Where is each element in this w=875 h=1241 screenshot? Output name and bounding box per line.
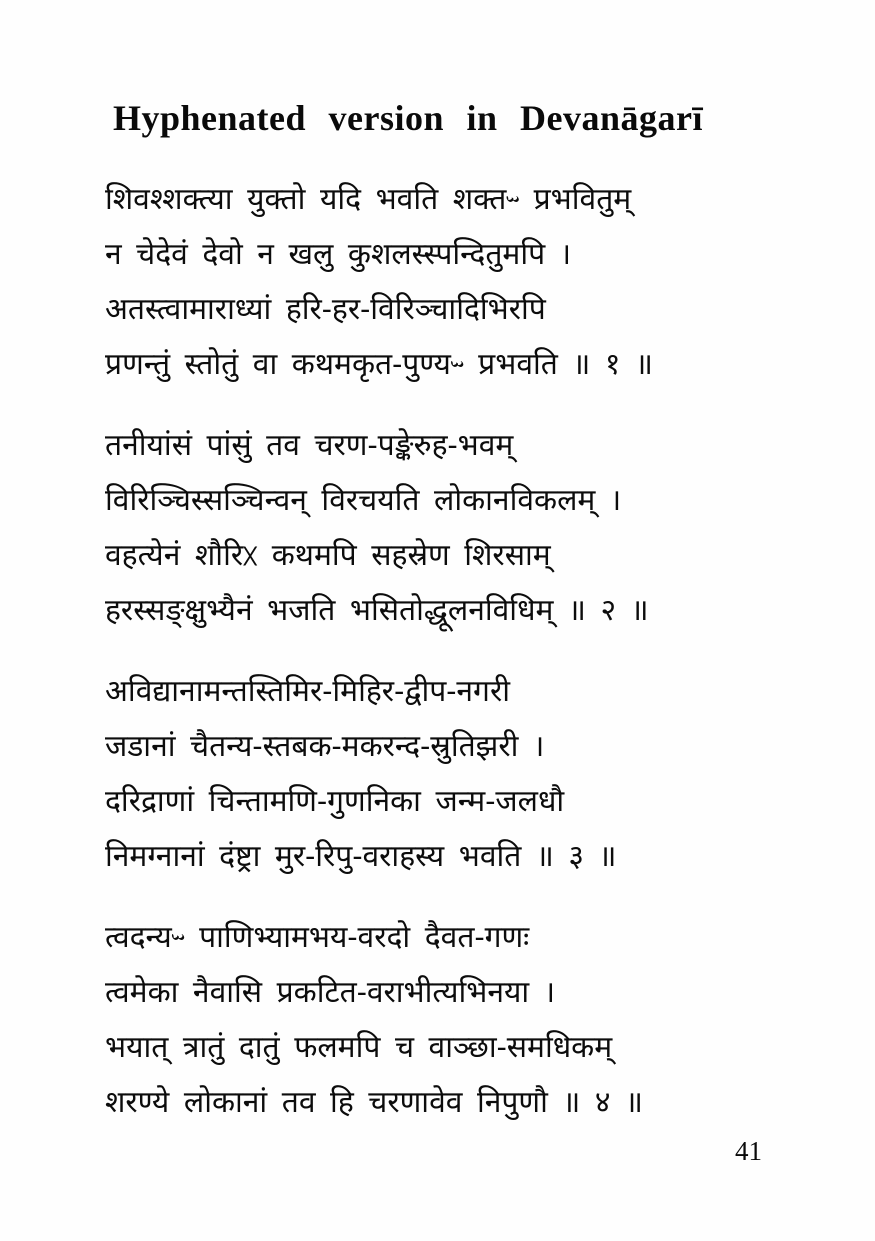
page-title: Hyphenated version in Devanāgarī (113, 98, 704, 138)
verse-4-line-4: शरण्ये लोकानां तव हि चरणावेव निपुणौ ॥ ४ ॥ (105, 1085, 644, 1120)
verse-3-line-2: जडानां चैतन्य-स्तबक-मकरन्द-स्रुतिझरी । (105, 729, 545, 764)
verse-3 (105, 664, 875, 884)
verse-2 (105, 418, 875, 638)
verse-container (105, 172, 875, 1130)
verse-1 (105, 172, 875, 392)
verse-4-line-3: भयात् त्रातुं दातुं फलमपि च वाञ्छा-समधिकम् (105, 1030, 613, 1065)
verse-2-line-1: तनीयांसं पांसुं तव चरण-पङ्केरुह-भवम् (105, 428, 514, 463)
page-number: 41 (735, 1136, 762, 1166)
verse-3-line-1: अविद्यानामन्तस्तिमिर-मिहिर-द्वीप-नगरी (105, 674, 510, 709)
verse-1-line-2: न चेदेवं देवो न खलु कुशलस्स्पन्दितुमपि । (105, 237, 572, 272)
verse-2-line-3: वहत्येनं शौरिᳵ कथमपि सहस्रेण शिरसाम् (105, 538, 551, 573)
verse-1-line-4: प्रणन्तुं स्तोतुं वा कथमकृत-पुण्यᳶ प्रभवति ॥ १ ॥ (105, 347, 654, 382)
verse-1-line-1: शिवश्शक्त्या युक्तो यदि भवति शक्तᳶ प्रभवितुम् (105, 182, 632, 217)
verse-3-line-3: दरिद्राणां चिन्तामणि-गुणनिका जन्म-जलधौ (105, 784, 565, 819)
verse-4 (105, 910, 875, 1130)
verse-4-line-1: त्वदन्यᳶ पाणिभ्यामभय-वरदो दैवत-गणः (105, 920, 530, 955)
verse-2-line-2: विरिञ्चिस्सञ्चिन्वन् विरचयति लोकानविकलम् । (105, 483, 622, 518)
verse-1-line-3: अतस्त्वामाराध्यां हरि-हर-विरिञ्चादिभिरपि (105, 292, 546, 327)
verse-3-line-4: निमग्नानां दंष्ट्रा मुर-रिपु-वराहस्य भवति ॥ ३ ॥ (105, 839, 617, 874)
verse-4-line-2: त्वमेका नैवासि प्रकटित-वराभीत्यभिनया । (105, 975, 556, 1010)
verse-2-line-4: हरस्सङ्क्षुभ्यैनं भजति भसितोद्धूलनविधिम् ॥ २ ॥ (105, 593, 649, 628)
